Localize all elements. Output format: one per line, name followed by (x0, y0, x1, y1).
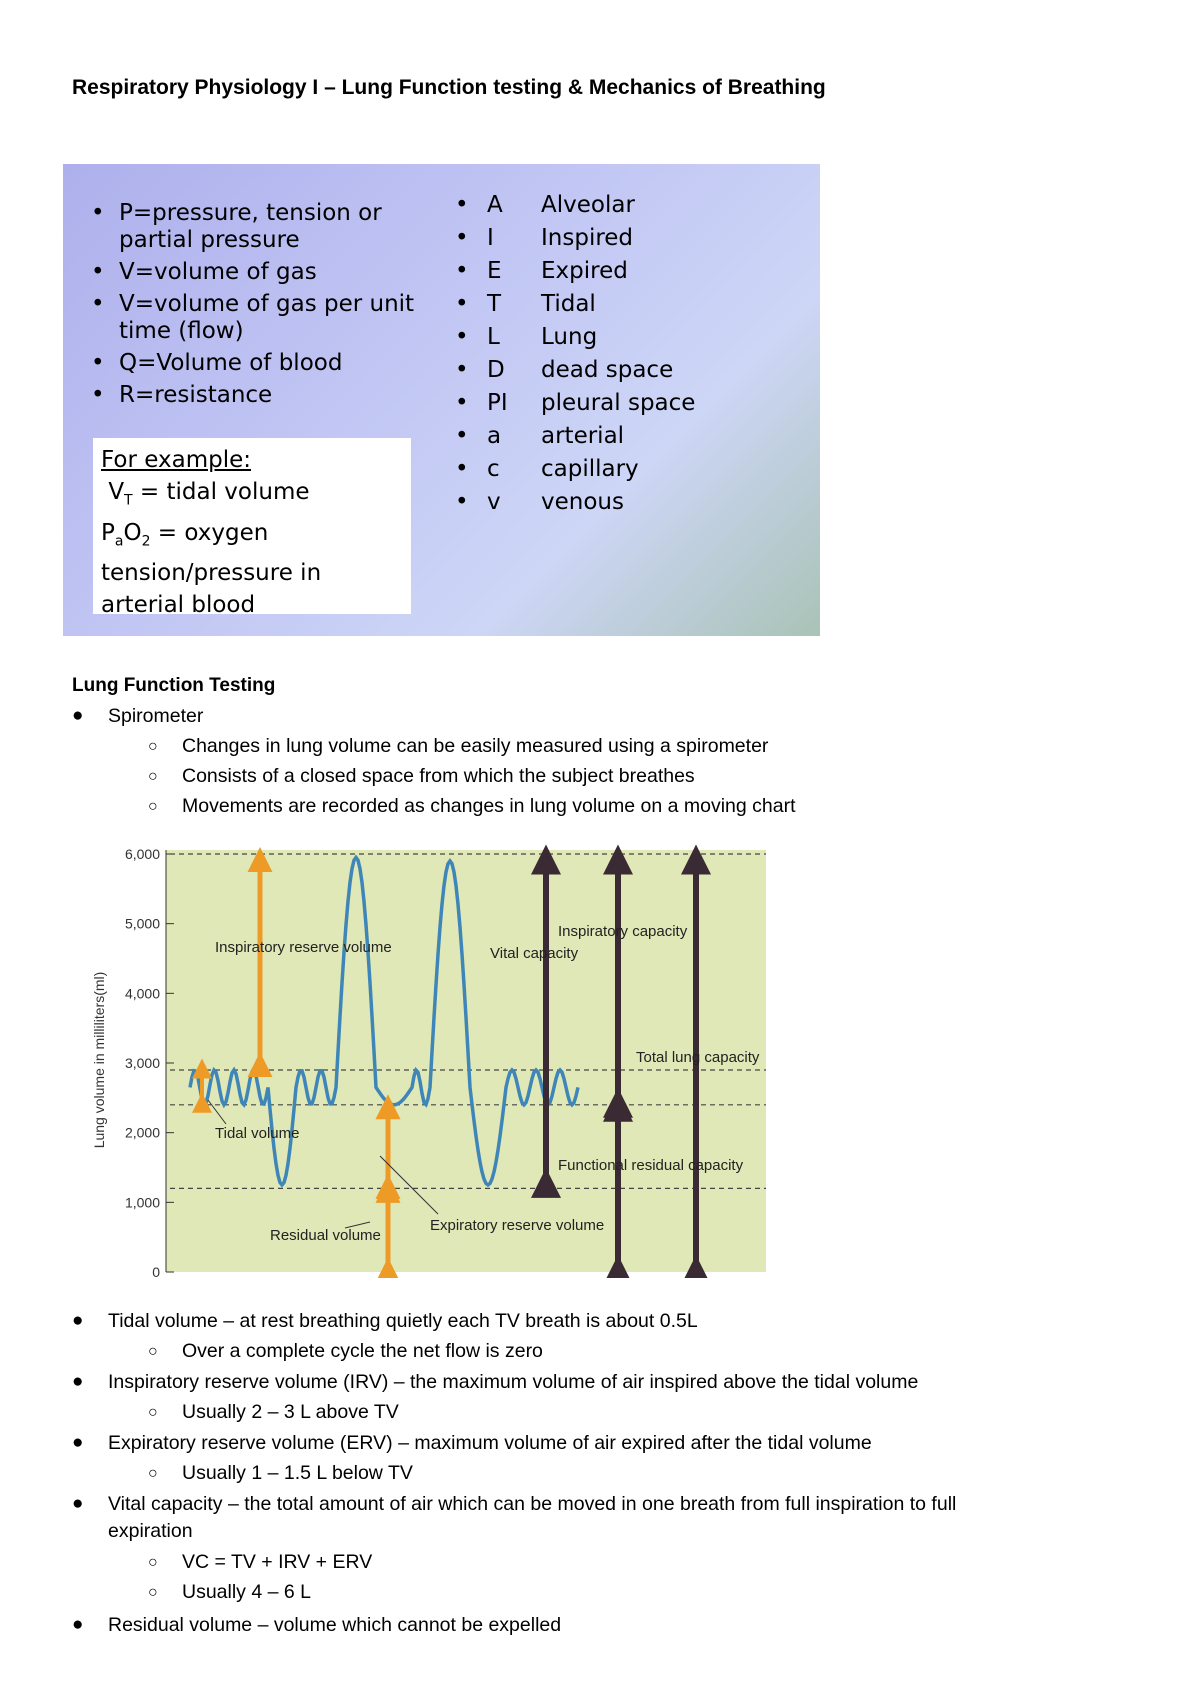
vc-label: Vital capacity (490, 945, 579, 962)
list-item: • R=resistance (91, 382, 421, 409)
sub-bullet: ○ (148, 1343, 158, 1360)
sub-bullet: ○ (148, 1584, 158, 1601)
page-title: Respiratory Physiology I – Lung Function testing & Mechanics of Breathing (72, 76, 826, 99)
list-item: Vital capacity – the total amount of air which can be moved in one breath from full inspiration to full (108, 1493, 957, 1515)
list-item: Usually 1 – 1.5 L below TV (182, 1462, 413, 1484)
list-item-continued: expiration (108, 1520, 193, 1542)
y-tick-label: 1,000 (124, 1194, 160, 1211)
section-heading: Lung Function Testing (72, 675, 276, 696)
frc-label: Functional residual capacity (558, 1157, 744, 1174)
bullet: ● (72, 1432, 84, 1453)
lung-volume-chart (90, 838, 770, 1278)
notation-list (91, 200, 421, 414)
rv-label: Residual volume (270, 1227, 381, 1244)
sub-bullet: ○ (148, 1554, 158, 1571)
bullet: ● (72, 1371, 84, 1392)
list-item: Expiratory reserve volume (ERV) – maximum volume of air expired after the tidal volume (108, 1432, 872, 1454)
y-tick-label: 3,000 (124, 1055, 160, 1071)
list-item: Usually 2 – 3 L above TV (182, 1401, 399, 1423)
list-item: • P=pressure, tension or partial pressure (91, 200, 421, 254)
sub-bullet: ○ (148, 738, 158, 755)
tlc-label: Total lung capacity (636, 1049, 760, 1066)
list-item: Over a complete cycle the net flow is zero (182, 1340, 543, 1362)
list-item: Residual volume – volume which cannot be expelled (108, 1614, 562, 1636)
list-item: Changes in lung volume can be easily measured using a spirometer (182, 735, 769, 757)
list-item: Inspiratory reserve volume (IRV) – the maximum volume of air inspired above the tidal volume (108, 1371, 919, 1393)
sub-bullet: ○ (148, 768, 158, 785)
ic-label: Inspiratory capacity (558, 923, 688, 940)
list-item: Movements are recorded as changes in lung volume on a moving chart (182, 795, 796, 817)
y-tick-label: 0 (152, 1264, 160, 1278)
list-item: Tidal volume – at rest breathing quietly each TV breath is about 0.5L (108, 1310, 698, 1332)
sub-bullet: ○ (148, 798, 158, 815)
irv-label: Inspiratory reserve volume (215, 939, 392, 956)
example-heading: For example: (101, 447, 251, 473)
y-axis-label: Lung volume in milliliters(ml) (91, 971, 107, 1149)
sub-bullet: ○ (148, 1465, 158, 1482)
example-pao2: $P_aO_2$ = oxygen tension/pressure in arterial blood (101, 519, 322, 619)
bullet: ● (72, 1493, 84, 1514)
bullet: ● (72, 1614, 84, 1635)
list-item: • V=volume of gas per unit time (flow) (91, 291, 421, 345)
bullet: ● (72, 1310, 84, 1331)
notation-slide: • P=pressure, tension or partial pressure • V=volume of gas • V=volume of gas per unit time (flow) • Q=Volume of blood • R=resistance For example: $V_T$ = tidal volume $P_aO_2$ = oxygen tension/pressure in arterial blood • A Alveolar • I Inspired • E Expired • T Tidal • L Lung • D dead space • PI pleural space • a arterial • c capillary • v venous (63, 164, 820, 636)
example-box (93, 438, 411, 619)
tv-label: Tidal volume (215, 1125, 300, 1142)
bullet: ● (72, 705, 84, 726)
sub-bullet: ○ (148, 1404, 158, 1421)
list-item: • V=volume of gas (91, 259, 421, 286)
example-tidal: $V_T$ = tidal volume (108, 479, 310, 509)
y-tick-label: 6,000 (124, 846, 160, 862)
y-tick-label: 5,000 (124, 915, 160, 932)
y-tick-label: 4,000 (124, 985, 160, 1002)
list-item: Spirometer (108, 705, 204, 727)
list-item: VC = TV + IRV + ERV (182, 1551, 373, 1573)
list-item: • Q=Volume of blood (91, 350, 421, 377)
erv-label: Expiratory reserve volume (430, 1217, 605, 1234)
list-item: Consists of a closed space from which the subject breathes (182, 765, 695, 787)
y-tick-label: 2,000 (124, 1124, 160, 1141)
list-item: Usually 4 – 6 L (182, 1581, 311, 1603)
